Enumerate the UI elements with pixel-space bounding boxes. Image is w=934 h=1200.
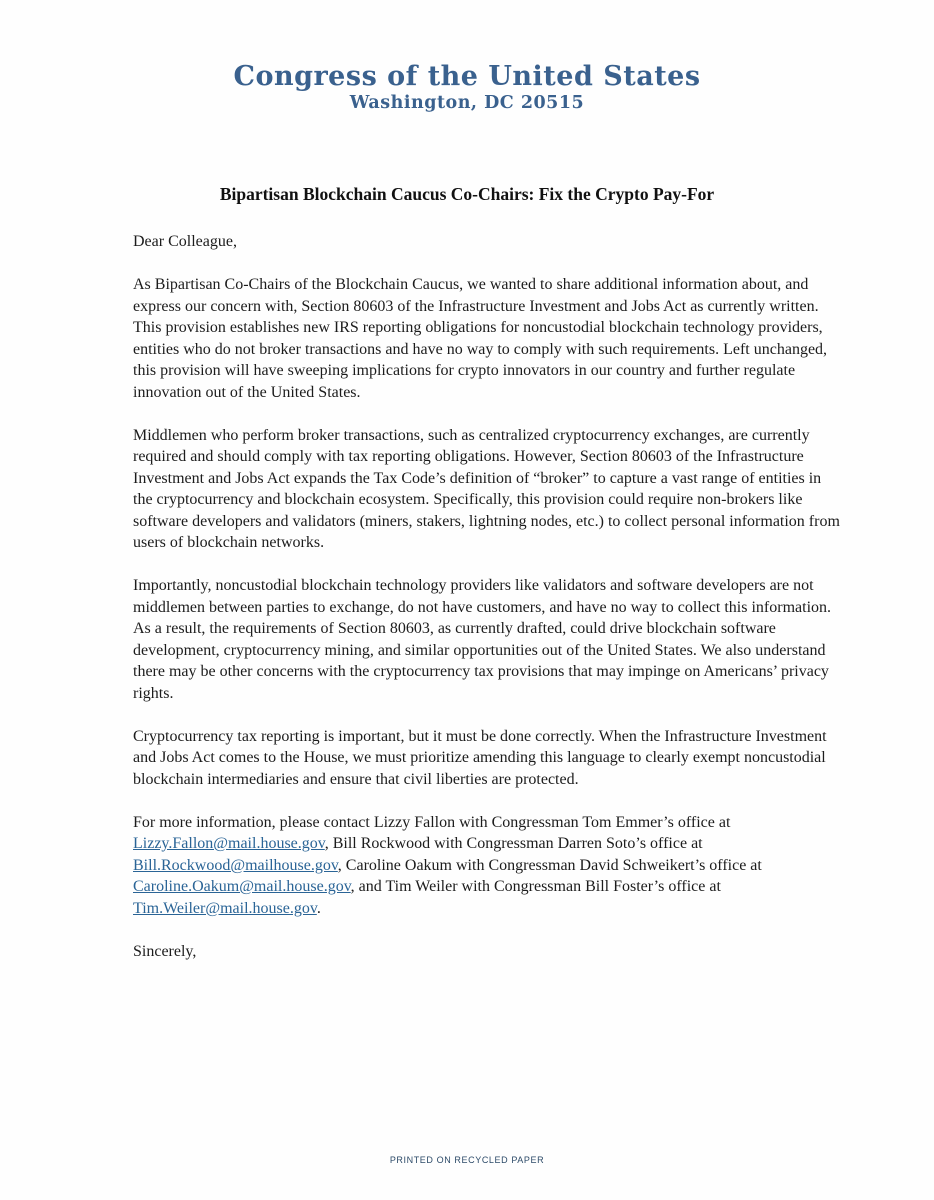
paragraph-text: .: [316, 899, 321, 917]
letterhead: [0, 62, 934, 114]
paragraph-text: Importantly, noncustodial blockchain technology providers like validators and software developers are not middlemen between parties to exchange, do not have customers, and have no way to collect this information. As a result, the requirements of Section 80603, as currently drafted, could drive blockchain software development, cryptocurrency mining, and similar opportunities out of the United States. We also understand there may be other concerns with the cryptocurrency tax provisions that may impinge on Americans’ privacy rights.: [133, 577, 832, 702]
email-link[interactable]: Bill.Rockwood@mailhouse.gov: [133, 856, 338, 874]
paragraph-text: Cryptocurrency tax reporting is important, but it must be done correctly. When the Infrastructure Investment and Jobs Act comes to the House, we must prioritize amending this language to clearly exempt noncustodial blockchain intermediaries and ensure that civil liberties are protected.: [133, 727, 827, 788]
paragraph-text: , Bill Rockwood with Congressman Darren Soto’s office at: [324, 835, 703, 852]
paragraph-text: , Caroline Oakum with Congressman David Schweikert’s office at: [337, 856, 762, 874]
email-link[interactable]: Tim.Weiler@mail.house.gov: [133, 899, 317, 917]
paragraph-text: , and Tim Weiler with Congressman Bill Foster’s office at: [350, 878, 721, 895]
email-link[interactable]: Lizzy.Fallon@mail.house.gov: [133, 835, 325, 852]
paragraph-text: Middlemen who perform broker transactions, such as centralized cryptocurrency exchanges, are currently required and should comply with tax reporting obligations. However, Section 80603 of the Infrastructure Investment and Jobs Act expands the Tax Code’s definition of “broker” to capture a vast range of entities in the cryptocurrency and blockchain ecosystem. Specifically, this provision could require non-brokers like software developers and validators (miners, stakers, lightning nodes, etc.) to collect personal information from users of blockchain networks.: [133, 426, 840, 551]
letter-paragraph-contacts: [133, 812, 841, 920]
letterhead-congress-line: Congress of the United States: [233, 61, 701, 92]
letter-paragraph-4: [133, 726, 841, 791]
email-link[interactable]: Caroline.Oakum@mail.house.gov: [133, 878, 351, 895]
letter-paragraph-3: [133, 575, 841, 704]
salutation: Dear Colleague,: [133, 233, 237, 250]
paragraph-text: As Bipartisan Co-Chairs of the Blockchain Caucus, we wanted to share additional information about, and express our concern with, Section 80603 of the Infrastructure Investment and Jobs Act as currently written. This provision establishes new IRS reporting obligations for noncustodial blockchain technology providers, entities who do not broker transactions and have no way to comply with such requirements. Left unchanged, this provision will have sweeping implications for crypto innovators in our country and further regulate innovation out of the United States.: [133, 276, 828, 401]
paragraph-text: For more information, please contact Lizzy Fallon with Congressman Tom Emmer’s office at: [133, 813, 731, 831]
letter-title: Bipartisan Blockchain Caucus Co-Chairs: Fix the Crypto Pay-For: [219, 184, 715, 204]
closing: Sincerely,: [133, 942, 197, 960]
letter-paragraph-1: [133, 274, 841, 403]
letter-paragraph-2: [133, 425, 841, 554]
letterhead-address-line: Washington, DC 20515: [349, 93, 585, 113]
letter-body: [133, 231, 841, 962]
footer-note: PRINTED ON RECYCLED PAPER: [389, 1155, 545, 1165]
